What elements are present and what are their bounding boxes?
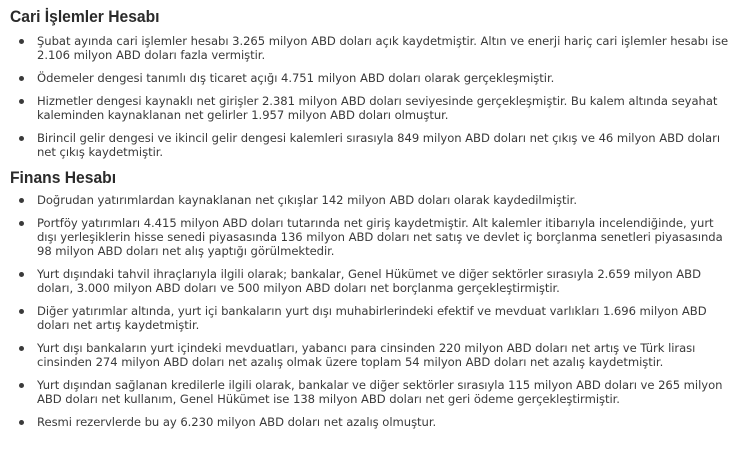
- list-item: Yurt dışından sağlanan kredilerle ilgili olarak, bankalar ve diğer sektörler sırasıyla 115 milyon ABD doları ve 265 milyon ABD doları net kullanım, Genel Hükümet ise 138 milyon ABD doları net geri ödeme gerçekleştirmiştir.: [37, 378, 736, 406]
- list-item: Resmi rezervlerde bu ay 6.230 milyon ABD doları net azalış olmuştur.: [37, 415, 736, 429]
- list-item: Birincil gelir dengesi ve ikincil gelir dengesi kalemleri sırasıyla 849 milyon ABD doları net çıkış ve 46 milyon ABD doları net çıkış kaydetmiştir.: [37, 131, 736, 159]
- list-item: Doğrudan yatırımlardan kaynaklanan net çıkışlar 142 milyon ABD doları olarak kaydedilmiştir.: [37, 193, 736, 207]
- financial-account-list: [10, 193, 736, 429]
- list-item: Yurt dışı bankaların yurt içindeki mevduatları, yabancı para cinsinden 220 milyon ABD doları net artış ve Türk lirası cinsinden 274 milyon ABD doları net azalış olmak üzere toplam 54 milyon ABD doları net azalış kaydetmiştir.: [37, 341, 736, 369]
- list-item: Ödemeler dengesi tanımlı dış ticaret açığı 4.751 milyon ABD doları olarak gerçekleşmiştir.: [37, 71, 736, 85]
- section-title-financial-account: Finans Hesabı: [10, 168, 117, 187]
- list-item: Şubat ayında cari işlemler hesabı 3.265 milyon ABD doları açık kaydetmiştir. Altın ve enerji hariç cari işlemler hesabı ise 2.106 milyon ABD doları fazla vermiştir.: [37, 34, 736, 62]
- current-account-list: [10, 34, 736, 159]
- list-item: Diğer yatırımlar altında, yurt içi bankaların yurt dışı muhabirlerindeki efektif ve mevduat varlıkları 1.696 milyon ABD doları net artış kaydetmiştir.: [37, 304, 736, 332]
- list-item: Portföy yatırımları 4.415 milyon ABD doları tutarında net giriş kaydetmiştir. Alt kalemler itibarıyla incelendiğinde, yurt dışı yerleşiklerin hisse senedi piyasasında 136 milyon ABD doları net satış ve devlet iç borçlanma senetleri piyasasında 98 milyon ABD doları net alış yaptığı görülmektedir.: [37, 216, 736, 258]
- section-title-current-account: Cari İşlemler Hesabı: [10, 7, 160, 26]
- list-item: Hizmetler dengesi kaynaklı net girişler 2.381 milyon ABD doları seviyesinde gerçekleşmiştir. Bu kalem altında seyahat kaleminden kaynaklanan net gelirler 1.957 milyon ABD doları olmuştur.: [37, 94, 736, 122]
- list-item: Yurt dışındaki tahvil ihraçlarıyla ilgili olarak; bankalar, Genel Hükümet ve diğer sektörler sırasıyla 2.659 milyon ABD doları, 3.000 milyon ABD doları ve 500 milyon ABD doları net borçlanma gerçekleştirmiştir.: [37, 267, 736, 295]
